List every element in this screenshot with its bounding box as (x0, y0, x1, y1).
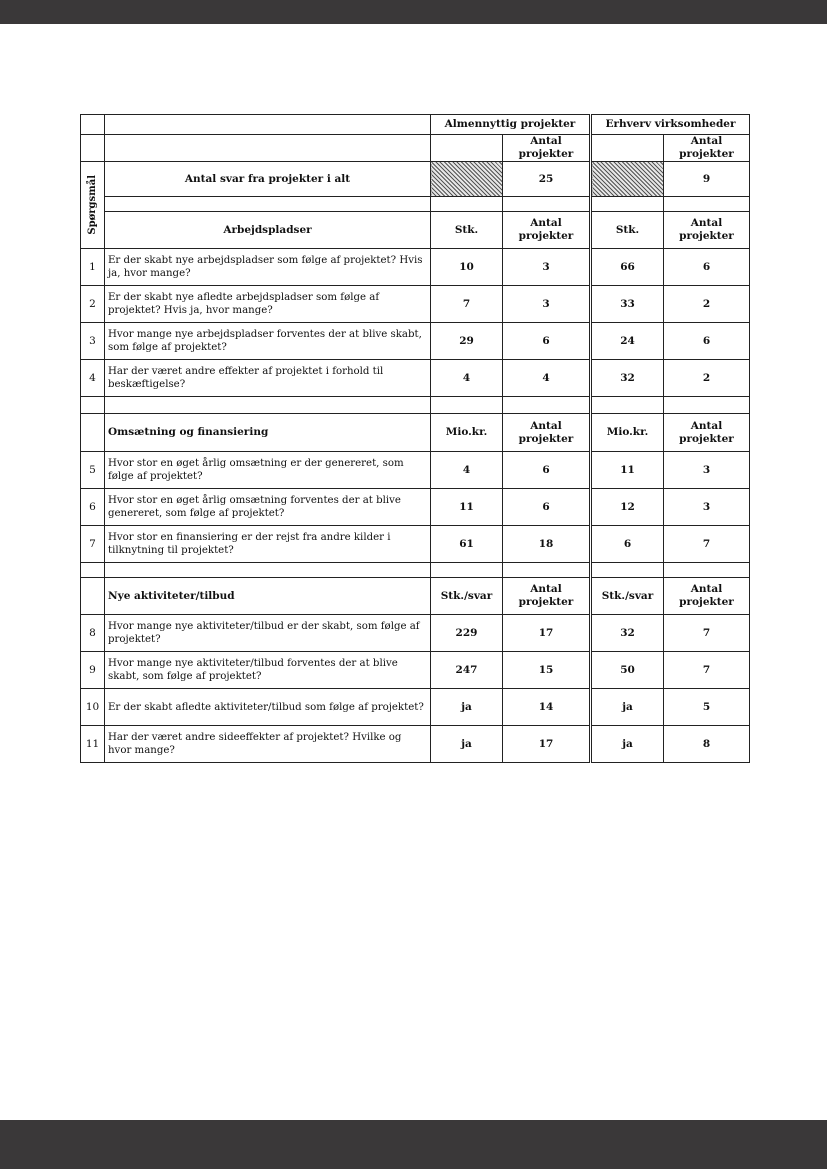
unit-header: Mio.kr. (431, 414, 503, 452)
count-business: 6 (664, 249, 750, 286)
value-public: 229 (431, 615, 503, 652)
hatched-cell (431, 162, 503, 197)
count-business: 7 (664, 526, 750, 563)
value-public: ja (431, 726, 503, 763)
table-row (81, 286, 750, 323)
question-text: Hvor stor en øget årlig omsætning er der genereret, som følge af projektet? (105, 452, 431, 489)
question-number: 4 (81, 360, 105, 397)
spacer-row (81, 197, 750, 212)
value-business: 33 (591, 286, 664, 323)
value-public: 4 (431, 452, 503, 489)
count-business: 2 (664, 360, 750, 397)
table-row (81, 323, 750, 360)
group-public-header: Almennyttig projekter (431, 115, 591, 135)
question-number: 9 (81, 652, 105, 689)
value-business: 66 (591, 249, 664, 286)
count-public: 3 (503, 286, 591, 323)
table-row (81, 489, 750, 526)
value-public: 4 (431, 360, 503, 397)
antal-header: Antal projekter (503, 414, 591, 452)
count-business: 8 (664, 726, 750, 763)
question-number: 6 (81, 489, 105, 526)
value-business: 32 (591, 360, 664, 397)
question-number: 5 (81, 452, 105, 489)
count-public: 18 (503, 526, 591, 563)
count-public: 17 (503, 615, 591, 652)
question-text: Hvor mange nye arbejdspladser forventes der at blive skabt, som følge af projektet? (105, 323, 431, 360)
value-public: ja (431, 689, 503, 726)
antal-header: Antal projekter (503, 578, 591, 615)
count-business: 5 (664, 689, 750, 726)
value-public: 61 (431, 526, 503, 563)
antal-header: Antal projekter (664, 212, 750, 249)
subheader-row (81, 135, 750, 162)
count-business: 3 (664, 489, 750, 526)
value-public: 7 (431, 286, 503, 323)
row-label-cell (81, 162, 105, 249)
public-antal-header: Antal projekter (503, 135, 591, 162)
results-table (80, 114, 750, 763)
unit-header: Mio.kr. (591, 414, 664, 452)
table-row (81, 652, 750, 689)
question-text: Er der skabt afledte aktiviteter/tilbud som følge af projektet? (105, 689, 431, 726)
question-text: Har der været andre sideeffekter af projektet? Hvilke og hvor mange? (105, 726, 431, 763)
count-public: 15 (503, 652, 591, 689)
group-header-row (81, 115, 750, 135)
bottom-bar (0, 1120, 827, 1169)
table-row (81, 452, 750, 489)
count-business: 3 (664, 452, 750, 489)
table-row (81, 360, 750, 397)
value-public: 10 (431, 249, 503, 286)
group-business-header: Erhverv virksomheder (591, 115, 750, 135)
question-text: Hvor stor en finansiering er der rejst fra andre kilder i tilknytning til projektet? (105, 526, 431, 563)
value-public: 29 (431, 323, 503, 360)
count-business: 2 (664, 286, 750, 323)
count-business: 6 (664, 323, 750, 360)
question-text: Er der skabt nye afledte arbejdspladser som følge af projektet? Hvis ja, hvor mange? (105, 286, 431, 323)
table-row (81, 726, 750, 763)
value-business: 32 (591, 615, 664, 652)
question-text: Er der skabt nye arbejdspladser som følge af projektet? Hvis ja, hvor mange? (105, 249, 431, 286)
section-header-row (81, 414, 750, 452)
value-business: 11 (591, 452, 664, 489)
count-public: 6 (503, 452, 591, 489)
table-row (81, 689, 750, 726)
count-business: 7 (664, 652, 750, 689)
row-label: Spørgsmål (87, 175, 98, 235)
count-public: 6 (503, 489, 591, 526)
antal-header: Antal projekter (664, 578, 750, 615)
unit-header: Stk. (591, 212, 664, 249)
hatched-cell (591, 162, 664, 197)
question-text: Hvor stor en øget årlig omsætning forventes der at blive genereret, som følge af projektet? (105, 489, 431, 526)
question-text: Har der været andre effekter af projektet i forhold til beskæftigelse? (105, 360, 431, 397)
question-number: 8 (81, 615, 105, 652)
question-number: 7 (81, 526, 105, 563)
question-text: Hvor mange nye aktiviteter/tilbud forventes der at blive skabt, som følge af projektet? (105, 652, 431, 689)
value-public: 247 (431, 652, 503, 689)
totals-row (81, 162, 750, 197)
value-business: 6 (591, 526, 664, 563)
spacer-row (81, 563, 750, 578)
count-public: 3 (503, 249, 591, 286)
spacer-row (81, 397, 750, 414)
total-label: Antal svar fra projekter i alt (105, 162, 431, 197)
unit-header: Stk./svar (431, 578, 503, 615)
count-public: 14 (503, 689, 591, 726)
top-bar (0, 0, 827, 24)
table-row (81, 249, 750, 286)
question-number: 11 (81, 726, 105, 763)
question-number: 2 (81, 286, 105, 323)
total-business: 9 (664, 162, 750, 197)
count-public: 6 (503, 323, 591, 360)
value-public: 11 (431, 489, 503, 526)
count-public: 17 (503, 726, 591, 763)
question-text: Hvor mange nye aktiviteter/tilbud er der skabt, som følge af projektet? (105, 615, 431, 652)
section-header-row (81, 212, 750, 249)
question-number: 10 (81, 689, 105, 726)
value-business: 24 (591, 323, 664, 360)
antal-header: Antal projekter (503, 212, 591, 249)
total-public: 25 (503, 162, 591, 197)
value-business: 50 (591, 652, 664, 689)
table-row (81, 615, 750, 652)
question-number: 3 (81, 323, 105, 360)
question-number: 1 (81, 249, 105, 286)
unit-header: Stk./svar (591, 578, 664, 615)
value-business: ja (591, 726, 664, 763)
table-row (81, 526, 750, 563)
section-title: Omsætning og finansiering (105, 414, 431, 452)
value-business: 12 (591, 489, 664, 526)
section-header-row (81, 578, 750, 615)
antal-header: Antal projekter (664, 414, 750, 452)
unit-header: Stk. (431, 212, 503, 249)
section-title: Nye aktiviteter/tilbud (105, 578, 431, 615)
count-business: 7 (664, 615, 750, 652)
section-title: Arbejdspladser (105, 212, 431, 249)
business-antal-header: Antal projekter (664, 135, 750, 162)
count-public: 4 (503, 360, 591, 397)
value-business: ja (591, 689, 664, 726)
